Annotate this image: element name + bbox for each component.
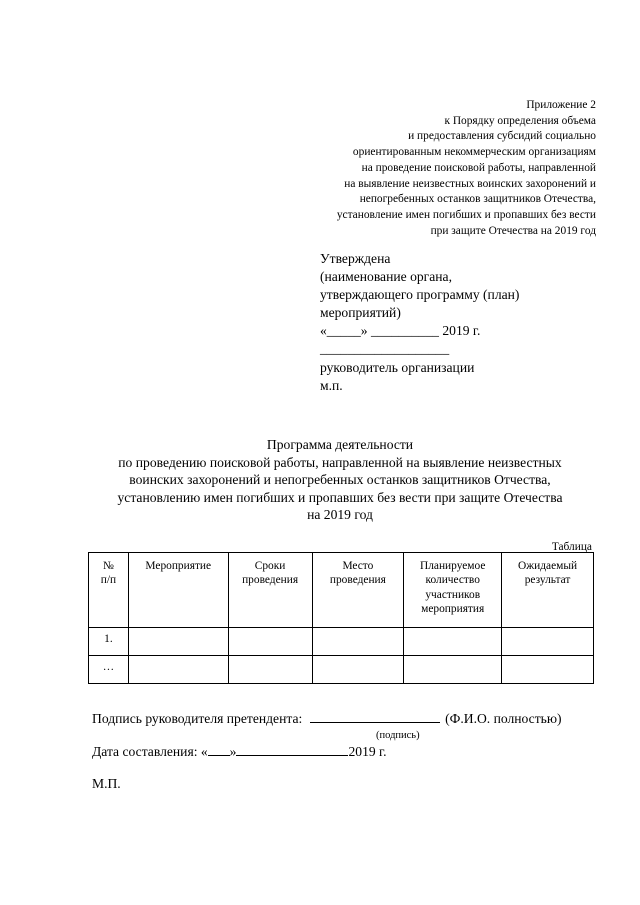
approval-line: руководитель организации	[320, 359, 475, 375]
approval-line: (наименование органа,	[320, 269, 452, 285]
approval-line: Утверждена	[320, 251, 391, 266]
date-line	[92, 743, 387, 760]
program-title-line: воинских захоронений и непогребенных останков защитников Отчества,	[129, 472, 551, 487]
table-row	[89, 628, 594, 656]
table-cell[interactable]	[502, 628, 594, 656]
program-title-line: по проведению поисковой работы, направленной на выявление неизвестных	[118, 454, 562, 470]
signature-label: Подпись руководителя претендента:	[92, 711, 303, 726]
table-cell[interactable]	[312, 628, 404, 656]
table-cell[interactable]	[228, 656, 312, 684]
header-activity: Мероприятие	[128, 553, 228, 628]
activities-table	[88, 552, 594, 684]
date-label: Дата составления: «	[92, 744, 208, 759]
table-cell[interactable]	[502, 656, 594, 684]
header-number: № п/п	[89, 553, 129, 628]
approval-signature-line: ___________________	[320, 341, 450, 357]
table-cell[interactable]	[228, 628, 312, 656]
approval-stamp: м.п.	[320, 377, 343, 393]
appendix-line: непогребенных останков защитников Отечества,	[359, 193, 596, 206]
header-dates: Сроки проведения	[228, 553, 312, 628]
approval-line: утверждающего программу (план)	[320, 287, 520, 303]
table-cell[interactable]: 1.	[89, 628, 129, 656]
table-row	[89, 656, 594, 684]
approval-date-line: «_____» __________ 2019 г.	[320, 323, 481, 339]
signature-suffix: (Ф.И.О. полностью)	[445, 711, 562, 726]
appendix-line: установление имен погибших и пропавших без вести	[336, 208, 596, 221]
program-title-line: установлению имен погибших и пропавших без вести при защите Отечества	[117, 489, 563, 505]
table-cell[interactable]	[404, 628, 502, 656]
signature-line	[92, 710, 602, 727]
program-title-line: Программа деятельности	[266, 437, 414, 452]
table-caption: Таблица	[551, 541, 592, 553]
date-middle: »	[229, 744, 237, 759]
table-header-row	[89, 553, 594, 628]
appendix-line: на проведение поисковой работы, направленной	[361, 161, 596, 174]
appendix-line: к Порядку определения объема	[444, 114, 596, 127]
date-day-blank[interactable]	[208, 743, 230, 756]
header-participants: Планируемое количество участников мероприятия	[404, 553, 502, 628]
header-location: Место проведения	[312, 553, 404, 628]
appendix-header	[236, 98, 596, 239]
signature-blank[interactable]	[310, 710, 440, 723]
appendix-line: на выявление неизвестных воинских захоронений и	[344, 177, 596, 190]
signature-hint: (подпись)	[376, 730, 420, 741]
stamp-label: М.П.	[92, 776, 121, 791]
approval-line: мероприятий)	[320, 305, 401, 321]
table-cell[interactable]	[404, 656, 502, 684]
date-month-blank[interactable]	[236, 743, 348, 756]
program-title-line: на 2019 год	[307, 507, 373, 522]
appendix-line: и предоставления субсидий социально	[408, 130, 596, 143]
approval-block	[320, 250, 580, 395]
table-cell[interactable]	[128, 656, 228, 684]
appendix-line: ориентированным некоммерческим организациям	[352, 146, 596, 159]
appendix-line: при защите Отечества на 2019 год	[430, 224, 596, 237]
header-expected-result: Ожидаемый результат	[502, 553, 594, 628]
table-cell[interactable]	[312, 656, 404, 684]
table-cell[interactable]	[128, 628, 228, 656]
table-cell[interactable]: …	[89, 656, 129, 684]
date-year: 2019 г.	[348, 744, 387, 759]
program-title	[80, 436, 600, 524]
appendix-line: Приложение 2	[526, 99, 596, 111]
